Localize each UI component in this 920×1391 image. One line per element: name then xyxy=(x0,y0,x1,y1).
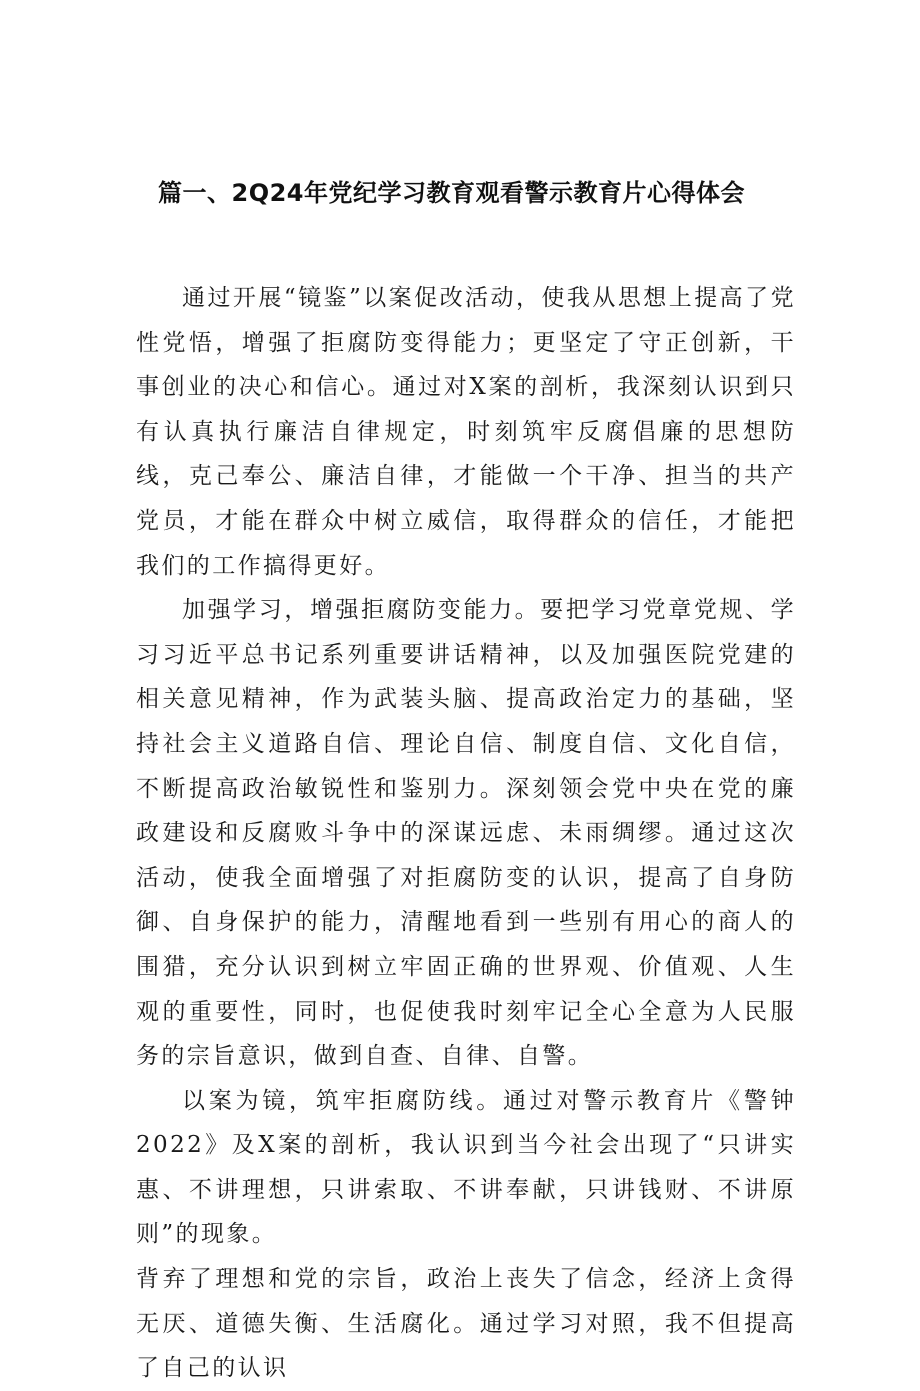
document-body xyxy=(136,276,796,1391)
paragraph-2: 加强学习，增强拒腐防变能力。要把学习党章党规、学习习近平总书记系列重要讲话精神，以及加强医院党建的相关意见精神，作为武装头脑、提高政治定力的基础，坚持社会主义道路自信、理论自信、制度自信、文化自信，不断提高政治敏锐性和鉴别力。深刻领会党中央在党的廉政建设和反腐败斗争中的深谋远虑、未雨绸缪。通过这次活动，使我全面增强了对拒腐防变的认识，提高了自身防御、自身保护的能力，清醒地看到一些别有用心的商人的围猎，充分认识到树立牢固正确的世界观、价值观、人生观的重要性，同时，也促使我时刻牢记全心全意为人民服务的宗旨意识，做到自查、自律、自警。 xyxy=(136,597,796,1070)
paragraph-3: 以案为镜，筑牢拒腐防线。通过对警示教育片《警钟2022》及X案的剖析，我认识到当今社会出现了“只讲实惠、不讲理想，只讲索取、不讲奉献，只讲钱财、不讲原则”的现象。 xyxy=(136,1087,796,1248)
document-title: 篇一、2Q24年党纪学习教育观看警示教育片心得体会 xyxy=(158,179,745,207)
paragraph-4: 背弃了理想和党的宗旨，政治上丧失了信念，经济上贪得无厌、道德失衡、生活腐化。通过学习对照，我不但提高了自己的认识 xyxy=(136,1266,796,1382)
paragraph-1: 通过开展“镜鉴”以案促改活动，使我从思想上提高了党性党悟，增强了拒腐防变得能力；更坚定了守正创新，干事创业的决心和信心。通过对X案的剖析，我深刻认识到只有认真执行廉洁自律规定，时刻筑牢反腐倡廉的思想防线，克己奉公、廉洁自律，才能做一个干净、担当的共产党员，才能在群众中树立威信，取得群众的信任，才能把我们的工作搞得更好。 xyxy=(136,285,796,579)
